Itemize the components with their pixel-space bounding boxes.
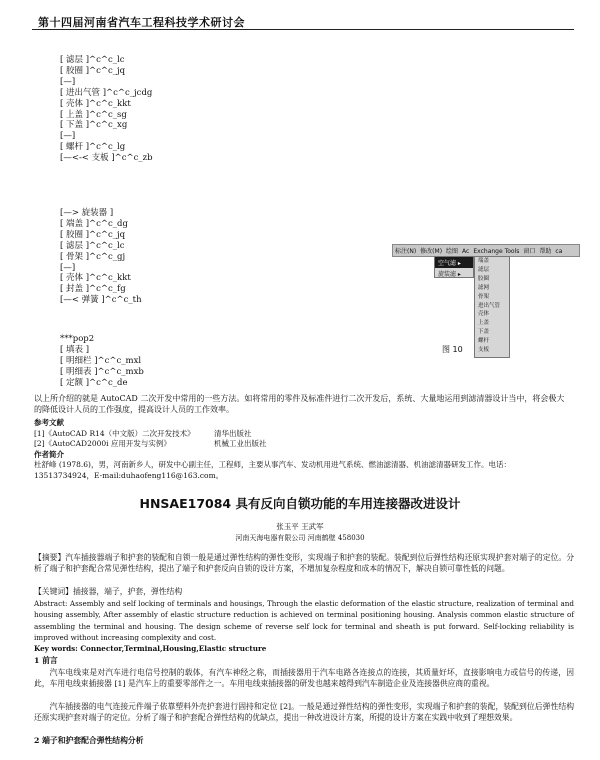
- dropdown-item: 骨架: [478, 293, 490, 300]
- menu-code-line: [ 壳体 ]^c^c_kkt: [60, 273, 131, 284]
- reference-text: [2]《AutoCAD2000i 应用开发与实例》: [34, 439, 171, 448]
- section-1-heading: 1 前言: [34, 656, 58, 665]
- reference-item: [34, 429, 570, 440]
- dropdown-item: 支板: [478, 347, 490, 354]
- intro-paragraph-2: 汽车插接器的电气连接元件端子依靠塑料外壳护套进行固持和定位 [2]。一般是通过弹性结构的弹性变形，实现端子和护套的装配，装配到位后弹性结构还原实现护套对端子的定位。分析了端子和护套配合弹性结构的优缺点，提出一种改进设计方案，所提的设计方案在实践中收到了理想效果。: [34, 702, 574, 723]
- figure-menubar-item: 修改(M): [420, 248, 443, 255]
- menu-code-line: [ 定额 ]^c^c_de: [60, 377, 128, 388]
- menu-code-line: [ 滤层 ]^c^c_lc: [60, 240, 125, 251]
- abstract-en: Abstract: Assembly and self locking of terminals and housings, Through the elastic deformation of the elastic structure, realization of terminal and housing assembly, After assembly of elastic structure reduction is achieved on terminal positioning housing. Analysis common elastic structure of assembling the terminal and housing. The design scheme of reverse self lock for terminal and sheath is put forward. Self-locking reliability is improved without increasing complexity and cost.: [34, 599, 574, 642]
- author-bio-title: 作者简介: [34, 449, 64, 459]
- dropdown-item: 滤网: [478, 284, 490, 291]
- menu-code-line: [—]: [60, 131, 76, 142]
- menu-code-line: [—]: [60, 262, 76, 273]
- menu-code-line: [—]: [60, 76, 76, 87]
- menu-code-line: [ 填表 ]: [60, 344, 90, 355]
- figure-menubar-item: 绘图: [446, 248, 459, 255]
- reference-publisher: 机械工业出版社: [214, 439, 267, 448]
- reference-item: [34, 439, 570, 450]
- running-header: 第十四届河南省汽车工程科技学术研讨会: [38, 16, 245, 29]
- menu-code-line: [ 进出气管 ]^c^c_jcdg: [60, 87, 153, 98]
- menu-code-line: [ 下盖 ]^c^c_xg: [60, 120, 128, 131]
- menu-code-line: [—<-< 支板 ]^c^c_zb: [60, 153, 153, 164]
- figure-10-screenshot: [392, 244, 580, 356]
- menu-code-block-2: [60, 208, 142, 306]
- dropdown-item: 上盖: [478, 320, 490, 327]
- dropdown-item: 壳体: [478, 311, 490, 318]
- figure-menubar-item: ca: [555, 248, 563, 255]
- dropdown-item: 螺杆: [478, 338, 490, 345]
- figure-caption: 图 10: [442, 345, 463, 354]
- menu-code-line: [ 胶圈 ]^c^c_jq: [60, 65, 126, 76]
- dropdown-item: 旋装滤 ▸: [438, 271, 461, 278]
- dropdown-item: 下盖: [478, 329, 490, 336]
- dropdown-item: 胶圈: [478, 275, 490, 282]
- paper-affiliation: 河南天海电器有限公司 河南鹤壁 458030: [235, 534, 365, 542]
- menu-code-line: [ 螺杆 ]^c^c_lg: [60, 142, 126, 153]
- figure-menubar-item: 标注(N): [395, 248, 417, 255]
- menu-code-line: [—< 弹簧 ]^c^c_th: [60, 295, 142, 306]
- keywords-en: Key words: Connector,Terminal,Housing,Elastic structure: [34, 644, 267, 653]
- dropdown-item: 进出气管: [478, 302, 501, 309]
- menu-code-line: [ 滤层 ]^c^c_lc: [60, 55, 125, 65]
- menu-code-line: [ 端盖 ]^c^c_dg: [60, 218, 128, 229]
- reference-text: [1]《AutoCAD R14（中文版）二次开发技术》: [34, 428, 195, 438]
- section-2-heading: 2 端子和护套配合弹性结构分析: [34, 736, 144, 745]
- figure-menubar-item: 帮助: [539, 248, 552, 255]
- figure-menubar-item: 窗口: [523, 248, 536, 255]
- figure-menubar-item: Ac: [462, 248, 470, 255]
- header-rule: [32, 29, 574, 30]
- menu-code-line: ***pop2: [60, 334, 95, 344]
- menu-code-line: [ 胶圈 ]^c^c_jq: [60, 229, 126, 240]
- references-title: 参考文献: [34, 418, 64, 427]
- conclusion-paragraph: 以上所介绍的就是 AutoCAD 二次开发中常用的一些方法。如将常用的零件及标准件进行二次开发后，系统、大量地运用到滤清器设计当中，将会极大的降低设计人员的工作强度，提高设计人员的工作效率。: [34, 394, 565, 414]
- menu-code-line: [ 明细栏 ]^c^c_mxl: [60, 355, 142, 366]
- figure-menubar-item: Exchange Tools: [473, 248, 520, 255]
- menu-code-line: [ 封盖 ]^c^c_fg: [60, 284, 126, 295]
- dropdown-item: 空气滤 ▸: [435, 257, 473, 268]
- reference-publisher: 清华出版社: [214, 428, 252, 438]
- menu-code-line: [ 壳体 ]^c^c_kkt: [60, 98, 131, 109]
- menu-code-block-3: [60, 334, 144, 389]
- menu-code-line: [ 明细表 ]^c^c_mxb: [60, 366, 144, 377]
- figure-dropdown-primary: [434, 256, 474, 278]
- paper-title: HNSAE17084 具有反向自锁功能的车用连接器改进设计: [139, 496, 461, 511]
- abstract-cn: 【摘要】汽车插接器端子和护套的装配和自锁一般是通过弹性结构的弹性变形，实现端子和护套的装配。装配到位后弹性结构还原实现护套对端子的定位。分析了端子和护套配合常见弹性结构，提出了端子和护套反向自锁的设计方案，不增加复杂程度和成本的情况下，解决自锁可靠性低的问题。: [34, 553, 574, 574]
- dropdown-item: 滤层: [478, 266, 490, 273]
- references: [34, 418, 570, 481]
- author-bio: 杜舒峰 (1978.6)，男，河南新乡人，研发中心副主任，工程师，主要从事汽车、发动机用进气系统、燃油滤清器、机油滤清器研发工作。电话：13513734924，E-mail:duhaofeng116@163.com。: [34, 460, 511, 480]
- menu-code-block-1: [60, 55, 153, 164]
- dropdown-item: 端盖: [478, 258, 490, 264]
- intro-paragraph-1: 汽车电线束是对汽车进行电信号控制的载体，有汽车神经之称，而插接器用于汽车电路各连接点的连接，其质量好坏，直接影响电力或信号的传递，因此，车用电线束插接器 [1] 是汽车上的重要零部件之一。车用电线束插接器的研发也越来越得到汽车制造企业及连接器供应商的重视。: [34, 668, 574, 689]
- keywords-cn: 【关键词】插接器，端子，护套，弹性结构: [34, 587, 183, 596]
- menu-code-line: [—> 旋装器 ]: [60, 208, 114, 218]
- menu-code-line: [ 骨架 ]^c^c_gj: [60, 251, 126, 262]
- menu-code-line: [ 上盖 ]^c^c_sg: [60, 109, 127, 120]
- paper-authors: 张玉平 王武军: [276, 522, 324, 531]
- figure-dropdown-secondary: [474, 256, 510, 358]
